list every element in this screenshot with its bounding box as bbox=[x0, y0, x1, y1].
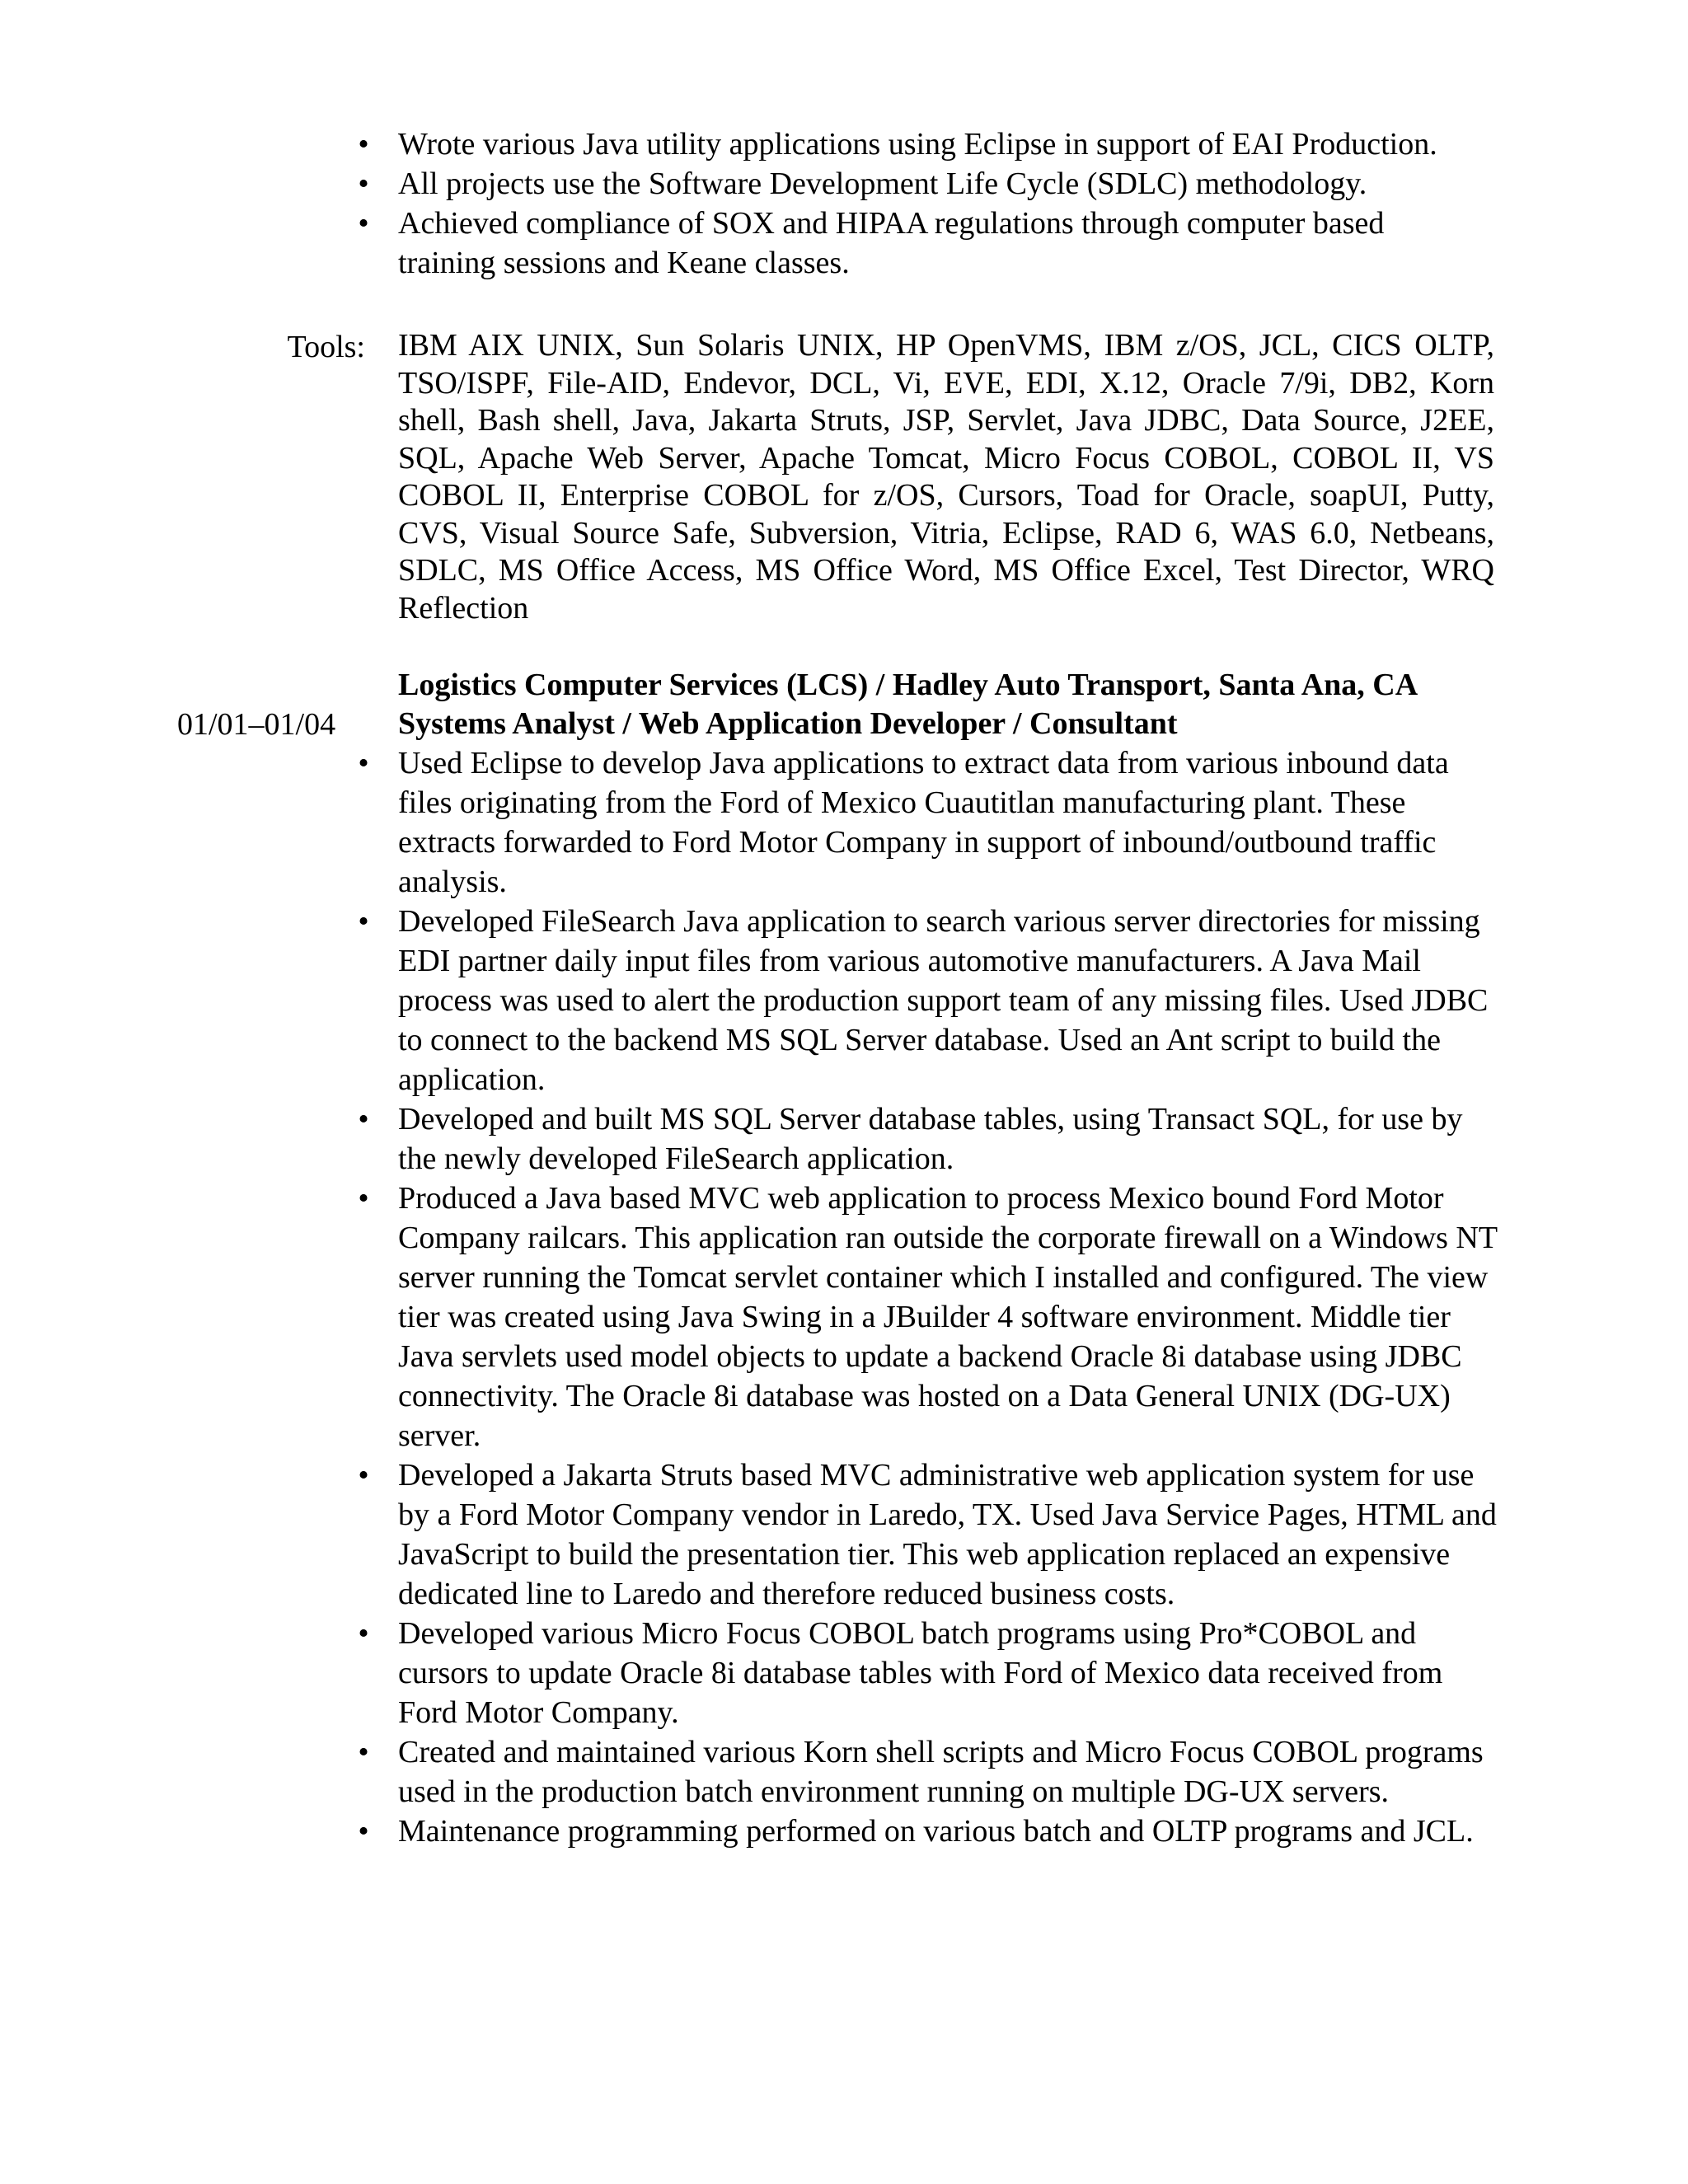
list-item bbox=[358, 1811, 1498, 1851]
bullet-icon: • bbox=[358, 1814, 369, 1849]
job-title: Systems Analyst / Web Application Developer / Consultant bbox=[398, 706, 1178, 741]
bullet-icon: • bbox=[358, 166, 369, 201]
bullet-icon: • bbox=[358, 1102, 369, 1137]
bullet-text: Developed various Micro Focus COBOL batch programs using Pro*COBOL and cursors to update Oracle 8i database tables with Ford of Mexico data received from Ford Motor Company. bbox=[398, 1616, 1443, 1730]
bullet-text: Wrote various Java utility applications using Eclipse in support of EAI Production. bbox=[398, 127, 1437, 162]
bullet-text: Developed FileSearch Java application to search various server directories for missing EDI partner daily input files from various automotive manufacturers. A Java Mail process was used to alert the production support team of any missing files. Used JDBC to connect to the backend MS SQL Server database. Used an Ant script to build the application. bbox=[398, 904, 1489, 1097]
list-item bbox=[358, 124, 1494, 164]
job-bullets bbox=[358, 743, 1498, 1851]
bullet-icon: • bbox=[358, 1458, 369, 1493]
bullet-icon: • bbox=[358, 746, 369, 780]
list-item bbox=[358, 1732, 1498, 1811]
bullet-text: Produced a Java based MVC web application to process Mexico bound Ford Motor Company railcars. This application ran outside the corporate firewall on a Windows NT server running the Tomcat servlet container which I installed and configured. The view tier was created using Java Swing in a JBuilder 4 software environment. Middle tier Java servlets used model objects to update a backend Oracle 8i database using JDBC connectivity. The Oracle 8i database was hosted on a Data General UNIX (DG-UX) server. bbox=[398, 1181, 1498, 1453]
bullet-icon: • bbox=[358, 127, 369, 162]
list-item bbox=[358, 1099, 1498, 1179]
job-header bbox=[398, 666, 1494, 743]
bullet-text: Maintenance programming performed on various batch and OLTP programs and JCL. bbox=[398, 1814, 1474, 1849]
bullet-text: Created and maintained various Korn shell scripts and Micro Focus COBOL programs used in the production batch environment running on multiple DG-UX servers. bbox=[398, 1735, 1484, 1809]
list-item bbox=[358, 902, 1498, 1099]
bullet-text: Developed a Jakarta Struts based MVC administrative web application system for use by a Ford Motor Company vendor in Laredo, TX. Used Java Service Pages, HTML and JavaScript to build the presentation tier. This web application replaced an expensive dedicated line to Laredo and therefore reduced business costs. bbox=[398, 1458, 1497, 1611]
bullet-text: All projects use the Software Development Life Cycle (SDLC) methodology. bbox=[398, 166, 1367, 201]
bullet-icon: • bbox=[358, 1735, 369, 1769]
list-item bbox=[358, 1614, 1498, 1732]
list-item bbox=[358, 164, 1494, 204]
previous-job-bullets bbox=[358, 124, 1494, 283]
bullet-icon: • bbox=[358, 904, 369, 939]
job-dates: 01/01–01/04 bbox=[177, 707, 336, 742]
tools-list: IBM AIX UNIX, Sun Solaris UNIX, HP OpenVMS, IBM z/OS, JCL, CICS OLTP, TSO/ISPF, File-AID, Endevor, DCL, Vi, EVE, EDI, X.12, Oracle 7/9i, DB2, Korn shell, Bash shell, Java, Jakarta Struts, JSP, Servlet, Java JDBC, Data Source, J2EE, SQL, Apache Web Server, Apache Tomcat, Micro Focus COBOL, COBOL II, VS COBOL II, Enterprise COBOL for z/OS, Cursors, Toad for Oracle, soapUI, Putty, CVS, Visual Source Safe, Subversion, Vitria, Eclipse, RAD 6, WAS 6.0, Netbeans, SDLC, MS Office Access, MS Office Word, MS Office Excel, Test Director, WRQ Reflection bbox=[398, 328, 1494, 626]
bullet-text: Developed and built MS SQL Server database tables, using Transact SQL, for use by the newly developed FileSearch application. bbox=[398, 1102, 1463, 1176]
bullet-text: Achieved compliance of SOX and HIPAA regulations through computer based training sessions and Keane classes. bbox=[398, 206, 1385, 280]
list-item bbox=[358, 1179, 1498, 1455]
company-name: Logistics Computer Services (LCS) / Hadley Auto Transport, Santa Ana, CA bbox=[398, 668, 1418, 702]
bullet-text: Used Eclipse to develop Java applications to extract data from various inbound data files originating from the Ford of Mexico Cuautitlan manufacturing plant. These extracts forwarded to Ford Motor Company in support of inbound/outbound traffic analysis. bbox=[398, 746, 1449, 899]
list-item bbox=[358, 743, 1498, 902]
tools-label: Tools: bbox=[287, 330, 365, 364]
bullet-icon: • bbox=[358, 206, 369, 241]
list-item bbox=[358, 1455, 1498, 1614]
bullet-icon: • bbox=[358, 1616, 369, 1651]
bullet-icon: • bbox=[358, 1181, 369, 1216]
list-item bbox=[358, 204, 1445, 283]
